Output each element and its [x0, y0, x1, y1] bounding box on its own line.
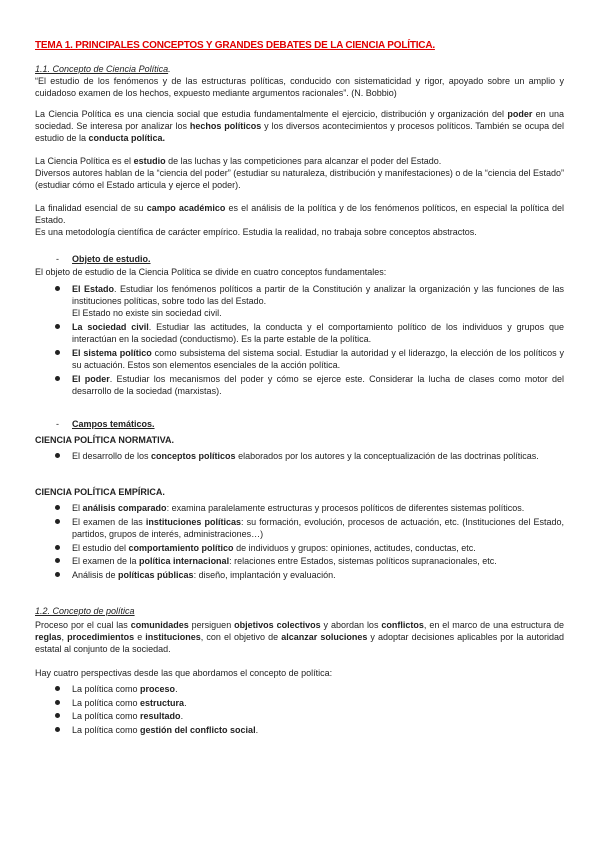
- text-run: persiguen: [188, 620, 235, 630]
- page-title: TEMA 1. PRINCIPALES CONCEPTOS Y GRANDES DEBATES DE LA CIENCIA POLÍTICA.: [35, 40, 435, 51]
- list-item: [55, 373, 564, 397]
- text-run: El desarrollo de los: [72, 451, 152, 461]
- bullet-icon: [55, 545, 60, 550]
- bold-term: alcanzar soluciones: [281, 632, 368, 643]
- text-run: en una sociedad. Se interesa por analizar los: [35, 109, 565, 132]
- normativa-heading: CIENCIA POLÍTICA NORMATIVA.: [35, 435, 174, 445]
- bullet-icon: [55, 505, 60, 510]
- text-run: : su formación, evolución, procesos de actuación, etc. (Instituciones del Estado, partidos, grupos de interés, administraciones…): [72, 516, 564, 539]
- bold-term: instituciones: [145, 632, 201, 643]
- paragraph-3: Diversos autores hablan de la “ciencia del poder” (estudiar su naturaleza, distribución y manifestaciones) o de la “ciencia del Estado” (estudiar cómo el Estado articula y ejerce el poder).: [35, 168, 564, 191]
- text-run: ,: [61, 632, 68, 643]
- text-run: El estudio del: [72, 542, 129, 553]
- section-heading: 1.1. Concepto de Ciencia Política: [35, 64, 169, 74]
- bold-term: estructura: [140, 697, 185, 708]
- bold-term: La sociedad civil: [72, 322, 149, 333]
- subsection-heading: Campos temáticos.: [72, 419, 155, 429]
- list-item: [55, 569, 564, 581]
- perspectivas-intro: Hay cuatro perspectivas desde las que abordamos el concepto de política:: [35, 668, 333, 678]
- bullet-icon: [55, 286, 60, 291]
- text-run: La política como: [72, 684, 141, 694]
- text-run: es el análisis de la política y de los fenómenos políticos, en especial la política del Estado.: [35, 203, 564, 226]
- bold-term: El Estado: [72, 284, 115, 294]
- list-item: [55, 724, 564, 736]
- empirica-heading: CIENCIA POLÍTICA EMPÍRICA.: [35, 487, 165, 497]
- text-run: .: [175, 684, 178, 694]
- text-run: y adoptar decisiones aplicables por la autoridad estatal al conjunto de la sociedad.: [35, 632, 564, 655]
- text-run: .: [184, 697, 187, 708]
- text-run: , con el objetivo de: [200, 632, 282, 643]
- text-run: El Estado no existe sin sociedad civil.: [72, 308, 222, 319]
- list-item: [55, 542, 564, 554]
- bold-term: resultado: [140, 711, 181, 722]
- empirica-list: [55, 502, 564, 583]
- bold-term: estudio: [133, 156, 166, 166]
- paragraph-2: [35, 155, 564, 192]
- bullet-icon: [55, 572, 60, 577]
- text-run: : examina paralelamente estructuras y procesos políticos de diferentes sistemas políticos.: [166, 503, 525, 513]
- bobbio-quote: [35, 75, 564, 99]
- bold-term: conceptos políticos: [151, 451, 236, 461]
- bold-term: poder: [507, 109, 533, 119]
- text-run: El: [72, 503, 83, 513]
- objeto-intro: El objeto de estudio de la Ciencia Política se divide en cuatro conceptos fundamentales:: [35, 267, 387, 277]
- text-run: de individuos y grupos: opiniones, actitudes, conductas, etc.: [233, 542, 476, 553]
- bullet-icon: [55, 453, 60, 458]
- bold-term: política internacional: [139, 556, 230, 567]
- bold-term: procedimientos: [67, 632, 135, 643]
- text-run: La política como: [72, 711, 141, 722]
- list-item: [55, 502, 564, 514]
- list-item: [55, 347, 564, 371]
- list-item: [55, 450, 564, 462]
- paragraph-4: [35, 202, 564, 239]
- bullet-icon: [55, 727, 60, 732]
- text-run: Proceso por el cual las: [35, 620, 131, 630]
- bold-term: comportamiento político: [128, 542, 234, 553]
- bold-term: análisis comparado: [82, 503, 167, 513]
- bold-term: comunidades: [130, 620, 189, 630]
- text-run: La política como: [72, 725, 141, 736]
- perspectivas-list: [55, 683, 564, 738]
- list-item: [55, 283, 564, 320]
- section-1-2: [35, 605, 564, 617]
- bullet-icon: [55, 700, 60, 705]
- text-run: .: [255, 725, 259, 736]
- text-run: .: [180, 711, 184, 722]
- quote-text: “El estudio de los fenómenos y de las estructuras políticas, conducido con sistematicidad y rigor, apoyado sobre un amplio y cuidadoso examen de los hechos, expuesto mediante argumentos racionales”. (N. Bobbio): [35, 76, 564, 99]
- bold-term: gestión del conflicto social: [140, 725, 256, 736]
- objeto-list: [55, 283, 564, 399]
- bullet-icon: [55, 519, 60, 524]
- list-item: [55, 683, 564, 695]
- subsection-heading: Objeto de estudio.: [72, 254, 151, 264]
- text-run: La finalidad esencial de su: [35, 203, 147, 213]
- text-run: El examen de las: [72, 516, 146, 527]
- list-item: [55, 555, 564, 567]
- bold-term: El sistema político: [72, 348, 152, 359]
- dash-marker: -: [56, 254, 59, 264]
- text-run: . Estudiar los mecanismos del poder y cómo se ejerce este. Considerar la lucha de clases como motor del desarrollo de la sociedad (marxistas).: [72, 373, 564, 397]
- text-run: e: [134, 632, 146, 643]
- bold-term: proceso: [140, 684, 176, 694]
- bold-term: campo académico: [146, 203, 226, 213]
- section-1-1: 1.1. Concepto de Ciencia Política.: [35, 64, 171, 74]
- text-run: El examen de la: [72, 556, 140, 567]
- politica-definition: [35, 619, 564, 656]
- text-run: y abordan los: [320, 620, 382, 630]
- text-run: , en el marco de una estructura de: [423, 620, 565, 630]
- bullet-icon: [55, 558, 60, 563]
- text-run: elaborados por los autores y la conceptualización de las doctrinas políticas.: [235, 451, 539, 461]
- list-item: [55, 516, 564, 540]
- text-run: como subsistema del sistema social. Estudiar la autoridad y el liderazgo, la elección de los políticos y su actuación. Estos son elementos esenciales de la acción política.: [72, 348, 564, 371]
- bold-term: reglas: [35, 632, 62, 643]
- list-item: [55, 697, 564, 709]
- text-run: La política como: [72, 697, 141, 708]
- bold-term: conflictos: [381, 620, 424, 630]
- bullet-icon: [55, 686, 60, 691]
- text-run: La Ciencia Política es el: [35, 156, 134, 166]
- text-run: . Estudiar los fenómenos políticos a partir de la Constitución y analizar la organización y las funciones de las instituciones políticas, sobre todo las del Estado.: [72, 284, 565, 307]
- bullet-icon: [55, 376, 60, 381]
- text-run: La Ciencia Política es una ciencia social que estudia fundamentalmente el ejercicio, distribución y organización del: [35, 109, 508, 119]
- bold-term: políticas públicas: [118, 570, 194, 581]
- text-run: . Estudiar las actitudes, la conducta y el comportamiento político de los individuos y grupos que interactúan en la sociedad (conductismo). Es la parte estable de la política.: [72, 322, 565, 345]
- list-item: [55, 321, 564, 345]
- bold-term: instituciones políticas: [145, 516, 241, 527]
- text-run: de las luchas y las competiciones para alcanzar el poder del Estado.: [165, 156, 442, 166]
- bullet-icon: [55, 713, 60, 718]
- bold-term: hechos políticos: [189, 121, 262, 132]
- bullet-icon: [55, 350, 60, 355]
- dash-marker: -: [56, 419, 59, 429]
- bold-term: conducta política.: [88, 133, 166, 144]
- normativa-list: [55, 450, 564, 464]
- paragraph-5: Es una metodología científica de carácter empírico. Estudia la realidad, no trabaja sobre conceptos abstractos.: [35, 227, 477, 238]
- list-item: [55, 710, 564, 722]
- bold-term: objetivos colectivos: [234, 620, 321, 630]
- section-heading: 1.2. Concepto de política: [35, 606, 135, 616]
- paragraph-1: [35, 108, 564, 145]
- bold-term: El poder: [72, 373, 110, 384]
- text-run: : relaciones entre Estados, sistemas políticos supranacionales, etc.: [229, 556, 497, 567]
- text-run: y los diversos acontecimientos y procesos políticos. También se ocupa del estudio de la: [35, 121, 564, 144]
- text-run: : diseño, implantación y evaluación.: [193, 570, 336, 581]
- bullet-icon: [55, 324, 60, 329]
- text-run: Análisis de: [72, 570, 119, 581]
